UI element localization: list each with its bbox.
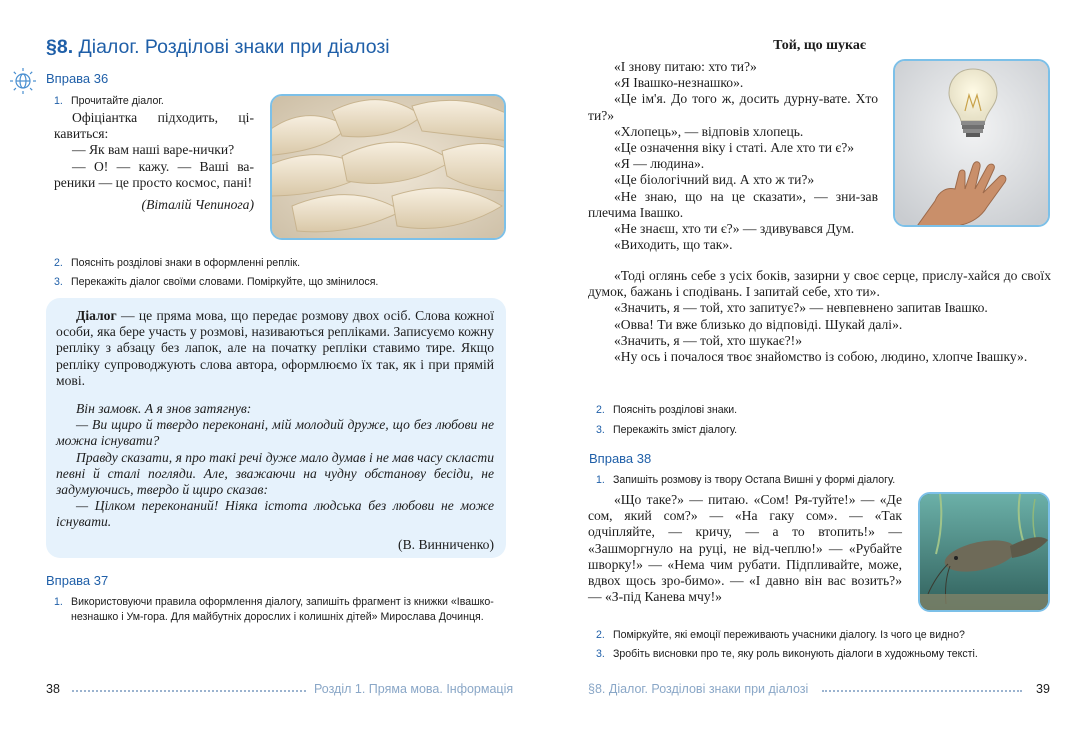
dialog-line: — О! — кажу. — Ваші ва-реники — це просто космос, пані! (54, 158, 254, 190)
story-task-3: 3. Перекажіть зміст діалогу. (596, 424, 738, 436)
dialog-line: «Овва! Ти вже близько до відповіді. Шукай далі». (614, 316, 903, 332)
footer-chapter: Розділ 1. Пряма мова. Інформація (314, 682, 514, 696)
ex38-task-3: 3. Зробіть висновки про те, яку роль виконують діалоги в художньому тексті. (596, 648, 978, 660)
ex36-dialog (54, 110, 254, 213)
footer-dots-left (72, 690, 306, 692)
section-title (46, 36, 390, 59)
ex36-task-2: 2. Поясніть розділові знаки в оформленні реплік. (54, 257, 301, 269)
dialog-line: «Це біологічний вид. А хто ж ти?» (614, 172, 815, 188)
example-quote: Він замовк. А я знов затягнув: — Ви щиро й твердо переконані, мій молодий друже, що без любови не можна існувати? Правду сказати, я про такі речі дуже мало думав і не мав часу скласти певні й сталі погляди. Але, зважаючи на чудну обстанову бесіди, не задумуючись, твердо й щиро сказав: — Цілком переконаний! Ніяка істота людська без любови не може існувати. (56, 401, 494, 530)
section-number: §8. (46, 36, 74, 58)
dialog-line: «Я — людина». (614, 156, 705, 172)
catfish-photo (918, 492, 1050, 612)
definition-term: Діалог (76, 308, 117, 323)
ex36-task-3: 3. Перекажіть діалог своїми словами. Поміркуйте, що змінилося. (54, 276, 379, 288)
dialog-line: Офіціантка підходить, ці-кавиться: (54, 110, 254, 142)
dialog-line: «І знову питаю: хто ти?» (614, 59, 757, 74)
dialog-line: «Не знаєш, хто ти є?» — здивувався Дум. (614, 221, 855, 237)
exercise-38-title: Вправа 38 (589, 451, 652, 466)
dialog-author: (Віталій Чепинога) (141, 197, 254, 213)
definition-box (46, 298, 506, 558)
lightbulb-photo (893, 59, 1050, 227)
ex38-task-2: 2. Поміркуйте, які емоції переживають учасники діалогу. Із чого це видно? (596, 629, 965, 641)
ex38-text: «Що таке?» — питаю. «Сом! Ря-туйте!» — «Де сом, який сом?» — «На гаку сом». — «Так одчіпляйте, — кричу, — а то втопить!» — «Зашморгнуло на руці, не від-чеплю!» — «Рубайте шворку!» — «Нема чим рубати. Підпливайте, може, вдвох щось зро-бимо». — «І давно він вас возить?» — «З-під Канева мчу!» (588, 492, 902, 605)
quote-author: (В. Винниченко) (398, 536, 494, 552)
dialog-line: «Це означення віку і статі. Але хто ти є?» (614, 140, 855, 156)
dialog-line: «Виходить, що так». (614, 237, 733, 253)
story-title: Той, що шукає (773, 38, 866, 53)
dialog-line: — Як вам наші варе-нички? (72, 142, 235, 158)
dialog-line: «Значить, я — той, хто шукає?!» (614, 332, 802, 348)
globe-icon (8, 66, 38, 96)
exercise-36-title: Вправа 36 (46, 71, 109, 86)
ex37-task-1: 1. Використовуючи правила оформлення діалогу, запишіть фрагмент із книжки «Івашко-незнашко і Ум-гора. Для майбутніх дорослих і колишніх дітей» Мирослава Дочинця. (54, 596, 494, 623)
exercise-37-title: Вправа 37 (46, 573, 109, 588)
dialog-line: «Ну ось і почалося твоє знайомство із собою, людино, хлопче Івашку». (614, 349, 1028, 365)
story-dialog-upper (588, 59, 878, 253)
page-number-left: 38 (46, 682, 60, 696)
ex38-task-1: 1. Запишіть розмову із твору Остапа Вишні у формі діалогу. (596, 474, 896, 486)
dialog-line: «Тоді оглянь себе з усіх боків, зазирни у своє серце, прислу-хайся до своїх думок, бажань і сподівань. І запитай себе, хто ти». (588, 268, 1051, 300)
dialog-line: «Хлопець», — відповів хлопець. (614, 123, 804, 139)
story-dialog-lower (588, 268, 1051, 365)
ex36-task-1: 1. Прочитайте діалог. (54, 95, 164, 107)
dialog-line: «Я Івашко-незнашко». (614, 75, 744, 91)
footer-dots-right (822, 690, 1022, 692)
dialog-line: «Це ім'я. До того ж, досить дурну-вате. Хто ти?» (588, 91, 878, 123)
story-task-2: 2. Поясніть розділові знаки. (596, 404, 738, 416)
footer-section: §8. Діалог. Розділові знаки при діалозі (588, 682, 809, 696)
page-number-right: 39 (1036, 682, 1050, 696)
definition-text: Діалог — це пряма мова, що передає розмову двох осіб. Слова кожної особи, яка бере участь у розмові, називаються репліками. Записуємо кожну репліку з абзацу без лапок, але на початку репліки ставимо тире. Якщо репліку супроводжують слова автора, оформлюємо їх так, як і при прямій мові. (56, 308, 494, 388)
dumplings-photo (270, 94, 506, 240)
dialog-line: «Не знаю, що на це сказати», — зни-зав плечима Івашко. (588, 188, 878, 220)
dialog-line: «Значить, я — той, хто запитує?» — невпевнено запитав Івашко. (614, 300, 988, 316)
section-title-text: Діалог. Розділові знаки при діалозі (78, 36, 390, 58)
